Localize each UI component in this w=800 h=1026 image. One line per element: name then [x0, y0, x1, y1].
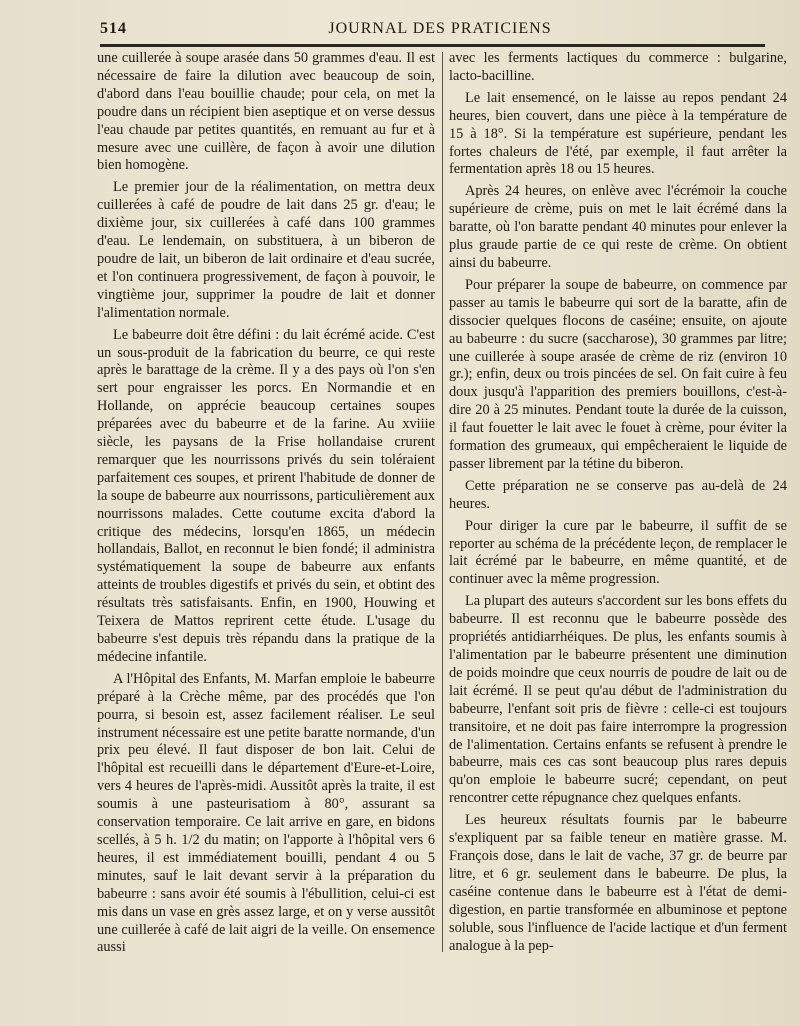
paragraph: Pour préparer la soupe de babeurre, on commence par passer au tamis le babeurre qui sort de la baratte, afin de dissocier quelques flocons de caséine; ensuite, on ajoute au babeurre : du sucre (saccharose), 30 grammes par litre; une cuillerée à soupe arasée de crème de riz (environ 10 gr.); enfin, deux ou trois pincées de sel. On fait cuire à feu doux jusqu'à l'apparition des premiers bouillons, c'est-à-dire 20 à 25 minutes. Pendant toute la durée de la cuisson, il faut fouetter le lait avec le fouet à crème, pour éviter la formation des grumeaux, qui empêcheraient le liquide de passer librement par la tétine du biberon.	[449, 276, 787, 472]
paragraph: Cette préparation ne se conserve pas au-delà de 24 heures.	[449, 477, 787, 512]
paragraph: Les heureux résultats fournis par le babeurre s'expliquent par sa faible teneur en matière grasse. M. François dose, dans le lait de vache, 37 gr. de beurre par litre, et 6 gr. seulement dans le babeurre. De plus, la caséine contenue dans le babeurre est à l'état de demi-digestion, en partie transformée en albuminose et peptone soluble, sous l'influence de l'acide lactique et d'un ferment analogue à la pep-	[449, 812, 787, 954]
page-header	[100, 18, 780, 44]
paragraph: Le babeurre doit être défini : du lait écrémé acide. C'est un sous-produit de la fabrication du beurre, ce qui reste après le barattage de la crème. Il y a des pays où l'on s'en sert pour engraisser les porcs. En Normandie et en Hollande, on apprécie beaucoup certaines soupes préparées avec du babeurre et de la farine. Au xviiie siècle, les paysans de la Frise hollandaise crurent remarquer que les nourrissons privés du sein toléraient parfaitement ces soupes, et prirent l'habitude de donner de la soupe de babeurre aux nourrissons, particulièrement aux nourrissons malades. Cette coutume excita d'abord la critique des médecins, lorsqu'en 1865, un médecin hollandais, Ballot, en reconnut le bien fondé; il administra systématiquement la soupe de babeurre aux enfants atteints de troubles digestifs et privés du sein, et obtint des résultats très satisfaisants. Enfin, en 1900, Houwing et Teixera de Mattos reprirent cette étude. L'usage du babeurre s'est depuis très répandu dans la pratique de la médecine infantile.	[97, 326, 435, 665]
column-divider	[442, 52, 443, 952]
paragraph: Le premier jour de la réalimentation, on mettra deux cuillerées à café de poudre de lait dans 25 gr. d'eau; le dixième jour, six cuillerées à café dans 100 grammes d'eau. Le lendemain, on substituera, à un biberon de poudre de lait, un biberon de lait ordinaire et d'eau sucrée, et l'on continuera progressivement, de façon à pouvoir, le vingtième jour, supprimer la poudre de lait et donner l'alimentation normale.	[97, 179, 435, 321]
running-title: JOURNAL DES PRATICIENS	[328, 20, 552, 37]
paragraph: Pour diriger la cure par le babeurre, il suffit de se reporter au schéma de la précédente leçon, de remplacer le lait écrémé par le babeurre, en même quantité, et de continuer avec la même progression.	[449, 517, 787, 588]
paragraph: Le lait ensemencé, on le laisse au repos pendant 24 heures, bien couvert, dans une pièce à la température de 15 à 18°. Si la température est supérieure, pendant les fortes chaleurs de l'été, par exemple, il faut arrêter la fermentation après 18 ou 15 heures.	[449, 89, 787, 178]
paragraph: Après 24 heures, on enlève avec l'écrémoir la couche supérieure de crème, puis on met le lait écrémé dans la baratte, où l'on baratte pendant 40 minutes pour enlever la plus graude partie de ce qui reste de crème. On obtient ainsi du babeurre.	[449, 183, 787, 271]
right-column	[449, 50, 787, 959]
paragraph: avec les ferments lactiques du commerce : bulgarine, lacto-bacilline.	[449, 50, 787, 84]
paragraph: A l'Hôpital des Enfants, M. Marfan emploie le babeurre préparé à la Crèche même, par des procédés que l'on pourra, si besoin est, assez facilement réaliser. Le seul instrument nécessaire est une petite baratte normande, d'un prix peu élevé. Il faut disposer de bon lait. Celui de l'hôpital est recueilli dans le département d'Eure-et-Loire, vers 4 heures de l'après-midi. Aussitôt après la traite, il est soumis à une pasteurisatiom à 80°, assurant sa conservation temporaire. Ce lait arrive en gare, en bidons scellés, à 5 h. 1/2 du matin; on l'apporte à l'hôpital vers 6 heures, il est immédiatement bouilli, pendant 4 ou 5 minutes, sauf le lait devant servir à la préparation du babeurre : sans avoir été soumis à l'ébullition, celui-ci est mis dans un vase en grès assez large, et on y verse aussitôt une cuillerée à café de lait aigri de la veille. On ensemence aussi	[97, 670, 435, 956]
page-number: 514	[100, 20, 127, 37]
header-rule	[100, 44, 765, 47]
paragraph: une cuillerée à soupe arasée dans 50 grammes d'eau. Il est nécessaire de faire la dilution avec beaucoup de soin, d'abord dans l'eau bouillie chaude; pour cela, on met la poudre dans un récipient bien aseptique et on verse dessus l'eau chaude par petites quantités, en remuant au fur et à mesure avec une cuillère, de façon à avoir une dilution bien homogène.	[97, 50, 435, 174]
paragraph: La plupart des auteurs s'accordent sur les bons effets du babeurre. Il est reconnu que le babeurre possède des propriétés antidiarrhéiques. De plus, les enfants soumis à l'alimentation par le babeurre présentent une diminution de poids moindre que ceux nourris de poudre de lait ou de lait écrémé. Il se peut qu'au début de l'administration du babeurre, l'enfant soit pris de fièvre : celle-ci est toujours transitoire, et ne doit pas faire interrompre la progression de l'alimentation. Certains enfants se refusent à prendre le babeurre, mais ces cas sont beaucoup plus rares depuis qu'on emploie le babeurre sucré; cependant, on peut rencontrer cette répugnance chez quelques enfants.	[449, 593, 787, 807]
left-column	[97, 50, 435, 961]
